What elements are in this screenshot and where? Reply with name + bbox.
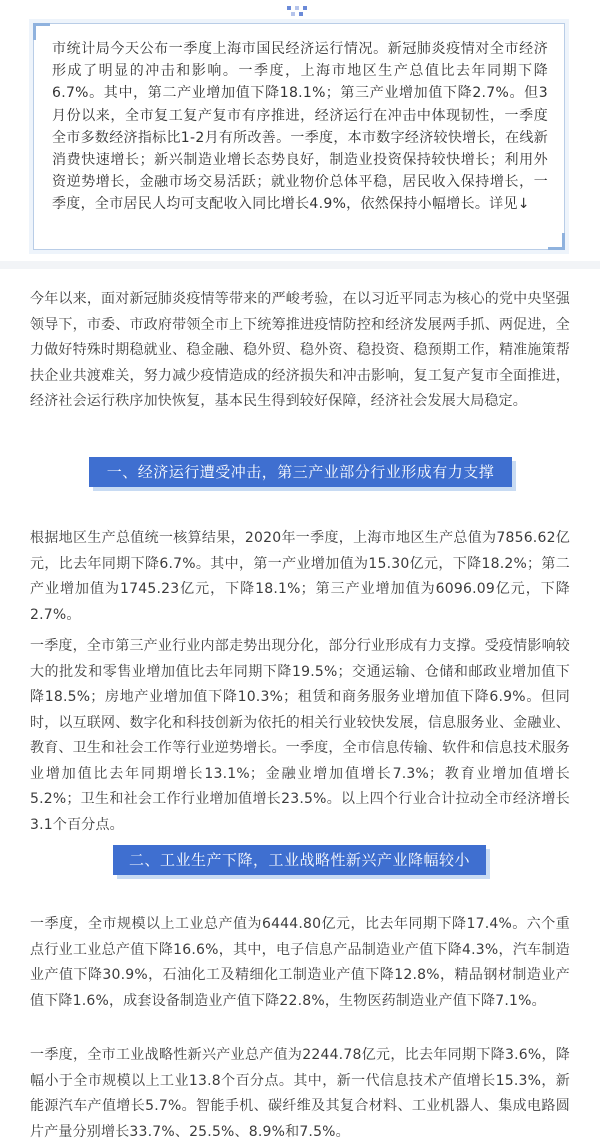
section-1-paragraph-1: 根据地区生产总值统一核算结果，2020年一季度，上海市地区生产总值为7856.62亿元，比去年同期下降6.7%。其中，第一产业增加值为15.30亿元，下降18.2%；第二产业增加值为1745.23亿元，下降18.1%；第三产业增加值为6096.09亿元，下降2.7%。 <box>30 530 570 623</box>
section-2-paragraph-2: 一季度，全市工业战略性新兴产业总产值为2244.78亿元，比去年同期下降3.6%，降幅小于全市规模以上工业13.8个百分点。其中，新一代信息技术产值增长15.3%，新能源汽车产值增长5.7%。智能手机、碳纤维及其复合材料、工业机器人、集成电路圆片产量分别增长33.7%、25.5%、8.9%和7.5%。 <box>30 1047 570 1140</box>
section-divider <box>0 261 600 269</box>
section-2-paragraph-1: 一季度，全市规模以上工业总产值为6444.80亿元，比去年同期下降17.4%。六个重点行业工业总产值下降16.6%，其中，电子信息产品制造业产值下降4.3%，汽车制造业产值下降30.9%，石油化工及精细化工制造业产值下降12.8%，精品钢材制造业产值下降1.6%，成套设备制造业产值下降22.8%，生物医药制造业产值下降7.1%。 <box>30 916 570 1009</box>
summary-box <box>33 23 565 250</box>
section-1-heading: 一、经济运行遭受冲击，第三产业部分行业形成有力支撑 <box>89 457 512 487</box>
top-decoration-dots <box>287 6 311 18</box>
section-2-heading-block <box>113 845 486 875</box>
section-1-heading-block <box>89 457 512 487</box>
summary-text: 市统计局今天公布一季度上海市国民经济运行情况。新冠肺炎疫情对全市经济形成了明显的冲击和影响。一季度，上海市地区生产总值比去年同期下降6.7%。其中，第二产业增加值下降18.1%；第三产业增加值下降2.7%。但3月份以来，全市复工复产复市有序推进，经济运行在冲击中体现韧性，一季度全市多数经济指标比1-2月有所改善。一季度，本市数字经济较快增长，在线新消费快速增长；新兴制造业增长态势良好，制造业投资保持较快增长；利用外资逆势增长，金融市场交易活跃；就业物价总体平稳，居民收入保持增长，一季度，全市居民人均可支配收入同比增长4.9%，依然保持小幅增长。详见↓ <box>52 41 548 213</box>
section-1-paragraph-2: 一季度，全市第三产业行业内部走势出现分化，部分行业形成有力支撑。受疫情影响较大的批发和零售业增加值比去年同期下降19.5%；交通运输、仓储和邮政业增加值下降18.5%；房地产业增加值下降10.3%；租赁和商务服务业增加值下降6.9%。但同时，以互联网、数字化和科技创新为依托的相关行业较快发展，信息服务业、金融业、教育、卫生和社会工作等行业逆势增长。一季度，全市信息传输、软件和信息技术服务业增加值比去年同期增长13.1%；金融业增加值增长7.3%；教育业增加值增长5.2%；卫生和社会工作行业增加值增长23.5%。以上四个行业合计拉动全市经济增长3.1个百分点。 <box>30 638 570 833</box>
intro-paragraph: 今年以来，面对新冠肺炎疫情等带来的严峻考验，在以习近平同志为核心的党中央坚强领导下，市委、市政府带领全市上下统筹推进疫情防控和经济发展两手抓、两促进，全力做好特殊时期稳就业、稳金融、稳外贸、稳外资、稳投资、稳预期工作，精准施策帮扶企业共渡难关，努力减少疫情造成的经济损失和冲击影响，复工复产复市全面推进，经济社会运行秩序加快恢复，基本民生得到较好保障，经济社会发展大局稳定。 <box>30 291 570 409</box>
section-2-heading: 二、工业生产下降，工业战略性新兴产业降幅较小 <box>113 845 486 875</box>
